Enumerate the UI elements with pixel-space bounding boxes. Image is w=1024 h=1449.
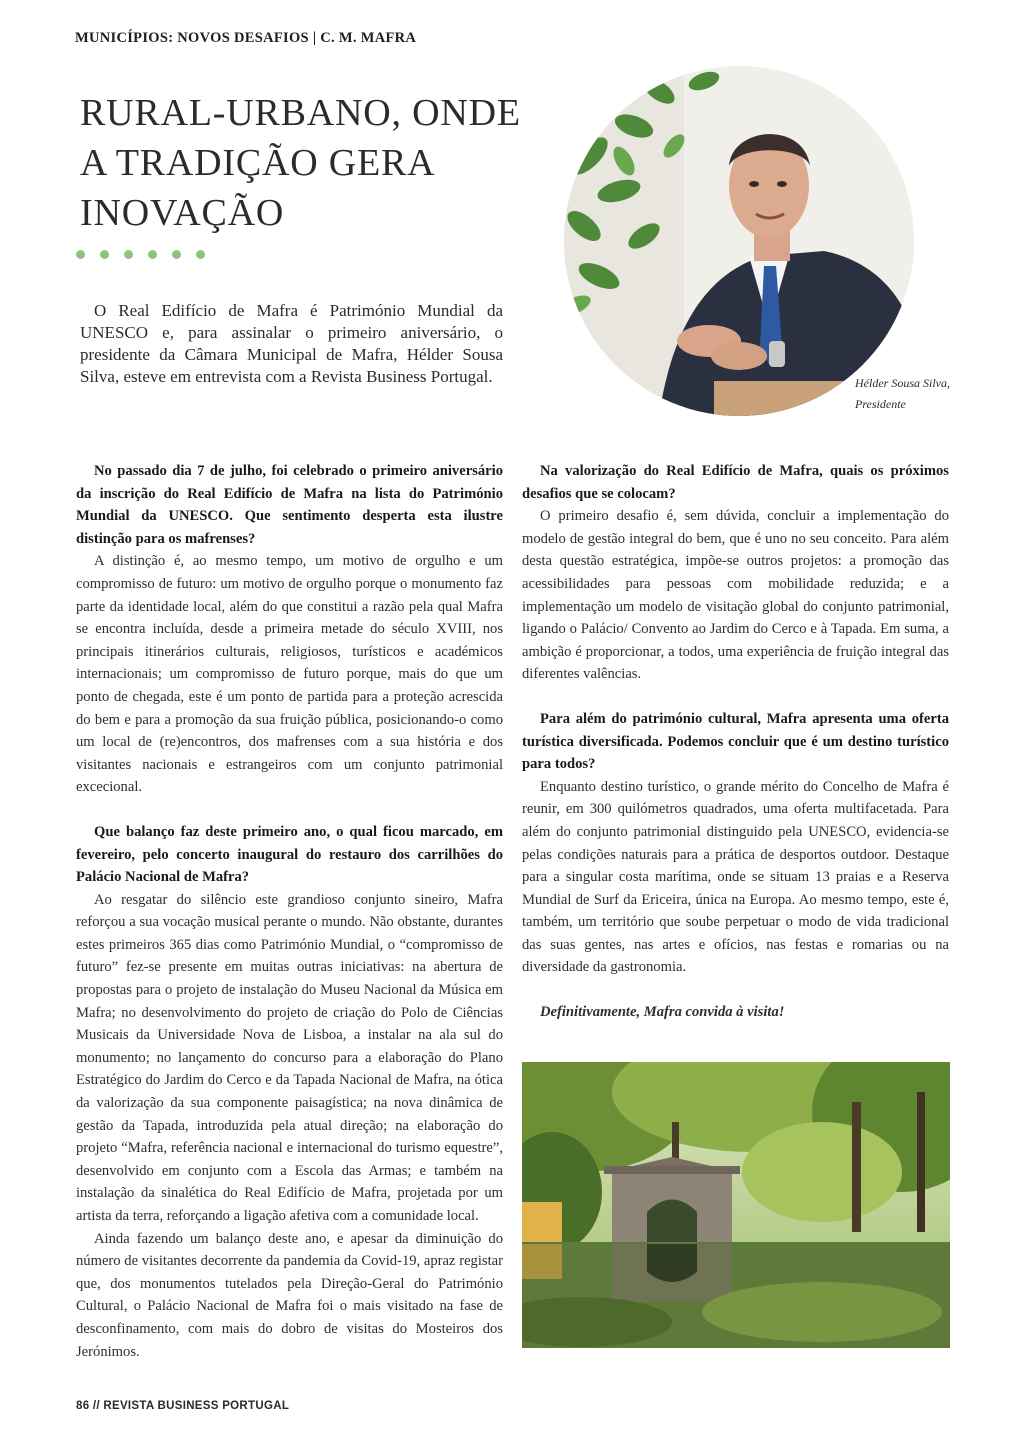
decorative-dots <box>76 250 205 259</box>
dot <box>100 250 109 259</box>
article-lead <box>80 300 503 388</box>
right-column <box>522 460 949 1024</box>
left-column <box>76 460 503 1363</box>
title-line: INOVAÇÃO <box>80 192 285 234</box>
caption-role: Presidente <box>855 397 906 411</box>
dot <box>148 250 157 259</box>
interview-question: Para além do património cultural, Mafra apresenta uma oferta turística diversificada. Podemos concluir que é um destino turístico para todos? <box>522 710 949 773</box>
interview-question: Na valorização do Real Edifício de Mafra, quais os próximos desafios que se colocam? <box>522 463 949 502</box>
portrait-caption <box>855 373 965 415</box>
interview-answer: Enquanto destino turístico, o grande mérito do Concelho de Mafra é reunir, em 300 quilómetros quadrados, uma oferta multifacetada. Para além do conjunto patrimonial distinguido pela UNESCO, evidencia-se pelas condições naturais para a prática de desportos outdoor. Destaque para a singular costa marítima, onde se situam 13 praias e a Reserva Mundial de Surf da Ericeira, única na Europa. Ao mesmo tempo, este é, também, um território que soube perpetuar o modo de vida tradicional das suas gentes, nas artes e ofícios, nas festas e romarias ou na diversidade da gastronomia. <box>522 778 949 976</box>
closing-statement: Definitivamente, Mafra convida à visita! <box>540 1004 785 1021</box>
caption-name: Hélder Sousa Silva, <box>855 376 950 390</box>
interview-question: No passado dia 7 de julho, foi celebrado o primeiro aniversário da inscrição do Real Edifício de Mafra na lista do Património Mundial da UNESCO. Que sentimento desperta esta ilustre distinção para os mafrenses? <box>76 463 503 547</box>
dot <box>196 250 205 259</box>
dot <box>172 250 181 259</box>
interview-answer: Ainda fazendo um balanço deste ano, e apesar da diminuição do número de visitantes decorrente da pandemia da Covid-19, apraz registar que, dos monumentos tutelados pela Direção-Geral do Património Cultural, o Palácio Nacional de Mafra foi o mais visitado na fase de desconfinamento, com mais do dobro de visitas do Mosteiros dos Jerónimos. <box>76 1230 503 1360</box>
dot <box>76 250 85 259</box>
interview-answer: Ao resgatar do silêncio este grandioso conjunto sineiro, Mafra reforçou a sua vocação musical perante o mundo. Não obstante, durantes estes primeiros 365 dias como Património Mundial, o “compromisso de futuro” fez-se presente em muitas outras iniciativas: na abertura de propostas para o projeto de instalação do Museu Nacional da Música em Mafra; no desenvolvimento do projeto de criação do Polo de Ciências Musicais da Universidade Nova de Lisboa, a instalar na ala sul do monumento; no lançamento do concurso para a elaboração do Plano Estratégico do Jardim do Cerco e da Tapada Nacional de Mafra, na ótica da valorização da sua componente paisagística; na nova dinâmica de gestão da Tapada, introduzida pela atual direção; na elaboração do projeto “Mafra, referência nacional e internacional do turismo equestre”, desenvolvido em conjunto com a Escola das Armas; e também na instalação da sinalética do Real Edifício de Mafra, projetada por um artista da terra, reforçando a ligação afetiva com a comunidade local. <box>76 891 503 1224</box>
dot <box>124 250 133 259</box>
garden-illustration <box>522 1062 950 1348</box>
interview-answer: O primeiro desafio é, sem dúvida, concluir a implementação do modelo de gestão integral do bem, que é uno no seu conceito. Para além desta questão estratégica, impõe-se outros projetos: a promoção das acessibilidades para pessoas com mobilidade reduzida; e a implementação um modelo de visitação global do conjunto patrimonial, ligando o Palácio/ Convento ao Jardim do Cerco e à Tapada. Em suma, a ambição é proporcionar, a todos, uma experiência de fruição integral das diferentes valências. <box>522 508 949 683</box>
interview-question: Que balanço faz deste primeiro ano, o qual ficou marcado, em fevereiro, pelo concerto inaugural do restauro dos carrilhões do Palácio Nacional de Mafra? <box>76 823 503 886</box>
page-footer: 86 // REVISTA BUSINESS PORTUGAL <box>76 1400 290 1412</box>
article-title <box>80 88 550 238</box>
section-header: MUNICÍPIOS: NOVOS DESAFIOS | C. M. MAFRA <box>75 30 417 46</box>
portrait-illustration <box>564 66 914 416</box>
title-line: A TRADIÇÃO GERA <box>80 142 436 184</box>
interview-answer: A distinção é, ao mesmo tempo, um motivo de orgulho e um compromisso de futuro: um motivo de orgulho porque o monumento faz parte da identidade local, além do que constitui a razão pela qual Mafra se encontra incluída, desde a primeira metade do século XVIII, nos principais itinerários culturais, religiosos, turísticos e académicos internacionais; um compromisso de futuro porque, mais do que um ponto de chegada, este é um ponto de partida para a proteção acrescida do bem e para a promoção da sua fruição pública, posicionando-o como um local de (re)encontros, dos mafrenses com a sua história e dos visitantes nacionais e estrangeiros com um conjunto patrimonial excecional. <box>76 553 503 796</box>
president-portrait <box>564 66 914 416</box>
title-line: RURAL-URBANO, ONDE <box>80 92 521 134</box>
lead-paragraph: O Real Edifício de Mafra é Património Mundial da UNESCO e, para assinalar o primeiro aniversário, o presidente da Câmara Municipal de Mafra, Hélder Sousa Silva, esteve em entrevista com a Revista Business Portugal. <box>80 301 503 386</box>
garden-pavilion-photo <box>522 1062 950 1348</box>
